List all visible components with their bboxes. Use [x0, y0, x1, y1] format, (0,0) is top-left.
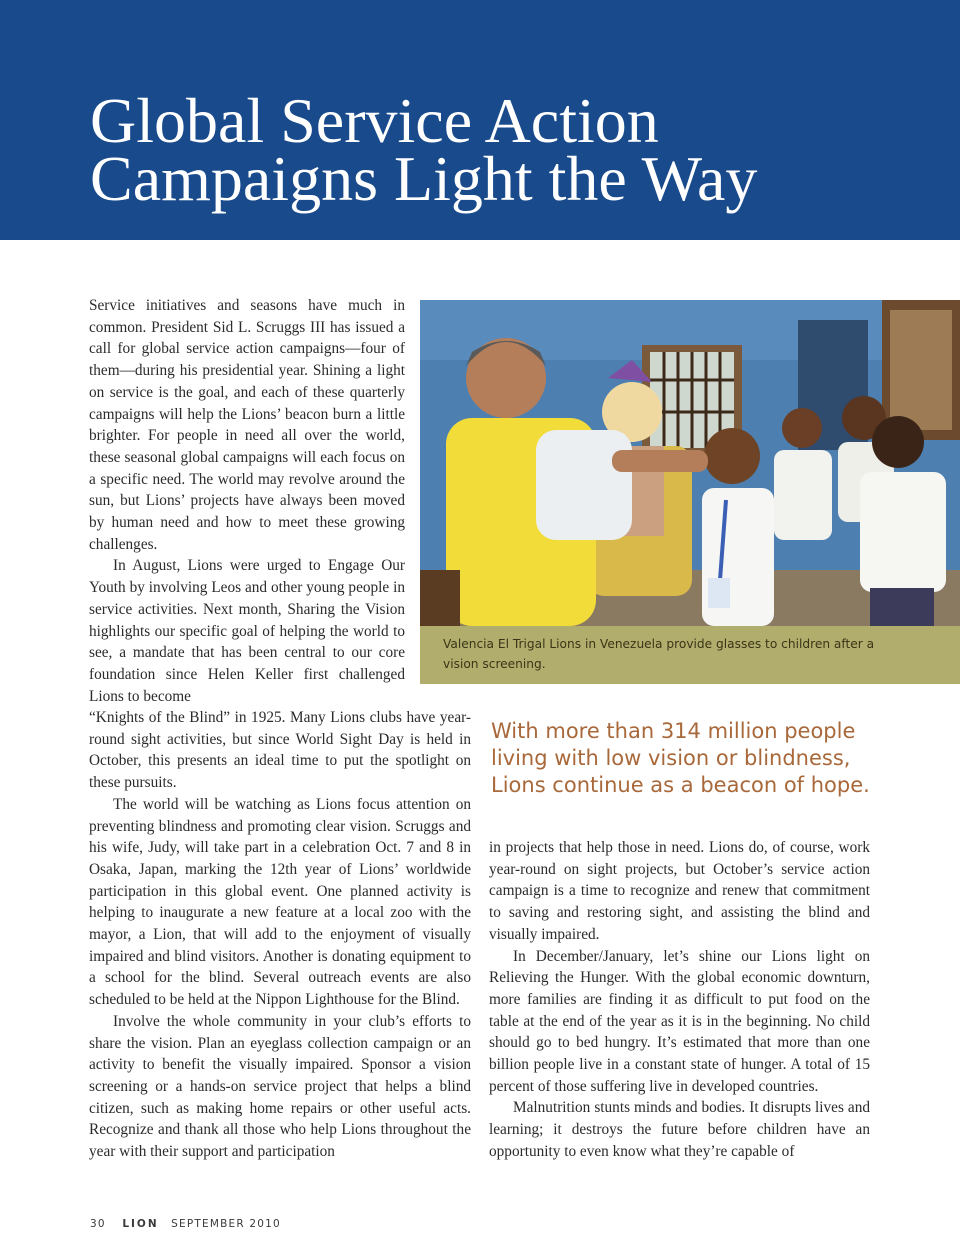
paragraph: The world will be watching as Lions focus attention on preventing blindness and promoting clear vision. Scruggs and his wife, Judy, will take part in a celebration Oct. 7 and 8 in Osaka, Japan, marking the 12th year of Lions’ worldwide participation in this global event. One planned activity is helping to inaugurate a new feature at a local zoo with the mayor, a Lion, that will add to the enjoyment of visually impaired and blind visitors. Another is donating equipment to a school for the blind. Several outreach events are also scheduled to be held at the Nippon Lighthouse for the Blind. [89, 795, 471, 1009]
header-band [0, 0, 960, 240]
issue-date: SEPTEMBER 2010 [171, 1218, 281, 1230]
paragraph: In August, Lions were urged to Engage Our Youth by involving Leos and other young people in service activities. Next month, Sharing the Vision highlights our specific goal of helping the world to see, a mandate that has been central to our core foundation since Helen Keller first challenged Lions to become [89, 557, 405, 705]
paragraph: in projects that help those in need. Lions do, of course, work year-round on sight projects, but October’s service action campaign is a time to recognize and renew that commitment to saving and restoring sight, and assisting the blind and visually impaired. [489, 839, 870, 943]
paragraph: “Knights of the Blind” in 1925. Many Lions clubs have year-round sight activities, but since World Sight Day is held in October, this presents an ideal time to put the spotlight on these pursuits. [89, 709, 471, 792]
photo-figure [420, 300, 960, 684]
paragraph: Service initiatives and seasons have much in common. President Sid L. Scruggs III has issued a call for global service action campaigns—four of them—during his presidential year. Shining a light on service is the goal, and each of these quarterly campaigns will help the Lions’ beacon burn a little brighter. For people in need all over the world, these seasonal global campaigns will each focus on a specific need. The world may revolve around the sun, but Lions’ projects have always been moved by human need and how to meet these growing challenges. [89, 297, 405, 553]
magazine-name: LION [122, 1218, 159, 1230]
photo-illustration [420, 300, 960, 626]
page-number: 30 [90, 1218, 106, 1230]
pull-quote: With more than 314 million people living with low vision or blindness, Lions continue as a beacon of hope. [491, 719, 870, 797]
photo-caption: Valencia El Trigal Lions in Venezuela provide glasses to children after a vision screening. [443, 637, 875, 671]
paragraph: In December/January, let’s shine our Lions light on Relieving the Hunger. With the global economic downturn, more families are finding it as difficult to put food on the table at the end of the year as it is in the beginning. No child should go to bed hungry. It’s estimated that more than one billion people live in a constant state of hunger. A total of 15 percent of those suffering live in developed countries. [489, 947, 870, 1095]
article-column-right [489, 837, 870, 1163]
article-photo [420, 300, 960, 626]
page-title [90, 85, 910, 214]
paragraph: Malnutrition stunts minds and bodies. It disrupts lives and learning; it destroys the future before children have an opportunity to even know what they’re capable of [489, 1099, 870, 1160]
article-column-left-top [89, 295, 405, 707]
paragraph: Involve the whole community in your club’s efforts to share the vision. Plan an eyeglass collection campaign or an activity to benefit the visually impaired. Sponsor a vision screening or a hands-on service project that helps a blind citizen, such as making home repairs or other useful acts. Recognize and thank all those who help Lions throughout the year with their support and participation [89, 1012, 471, 1161]
title-line-2: Campaigns Light the Way [90, 143, 758, 214]
title-line-1: Global Service Action [90, 85, 659, 156]
article-column-left-bottom [89, 707, 471, 1163]
page-footer [90, 1218, 281, 1230]
